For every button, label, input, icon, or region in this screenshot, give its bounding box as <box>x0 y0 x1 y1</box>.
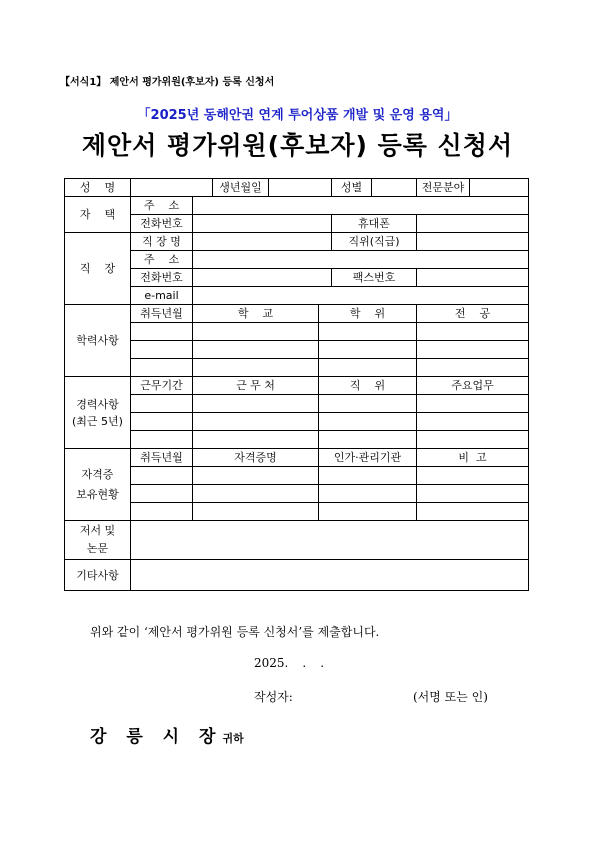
career-cell[interactable] <box>193 413 319 431</box>
career-label: 경력사항 <box>76 397 119 411</box>
papers-label-2: 논문 <box>86 542 109 555</box>
license-cell[interactable] <box>131 503 193 521</box>
field-input[interactable] <box>470 179 529 197</box>
submission-date <box>254 656 324 670</box>
career-header-position: 직 위 <box>319 377 417 395</box>
work-position-input[interactable] <box>417 233 529 251</box>
home-phone-input[interactable] <box>193 215 332 233</box>
career-cell[interactable] <box>193 395 319 413</box>
submission-statement: 위와 같이 ‘제안서 평가위원 등록 신청서’를 제출합니다. <box>90 625 380 639</box>
work-address-input[interactable] <box>193 251 529 269</box>
license-header-note: 비 고 <box>417 449 529 467</box>
education-cell[interactable] <box>319 341 417 359</box>
work-name-input[interactable] <box>193 233 332 251</box>
home-phone-label: 전화번호 <box>131 215 193 233</box>
sign-note: (서명 또는 인) <box>413 690 488 704</box>
date-day-dot: . <box>320 656 325 670</box>
education-header-school: 학 교 <box>193 305 319 323</box>
license-cell[interactable] <box>193 485 319 503</box>
home-section-label: 자 택 <box>65 197 131 233</box>
career-cell[interactable] <box>417 413 529 431</box>
license-cell[interactable] <box>193 503 319 521</box>
other-input[interactable] <box>131 560 529 591</box>
education-section-label: 학력사항 <box>65 305 131 377</box>
career-cell[interactable] <box>417 431 529 449</box>
form-number: 【서식1】 제안서 평가위원(후보자) 등록 신청서 <box>60 77 275 88</box>
birth-label: 생년월일 <box>213 179 269 197</box>
application-form-table <box>64 178 529 591</box>
name-input[interactable] <box>131 179 213 197</box>
email-label: e-mail <box>131 287 193 305</box>
home-address-input[interactable] <box>193 197 529 215</box>
education-cell[interactable] <box>417 341 529 359</box>
work-address-label: 주 소 <box>131 251 193 269</box>
education-header-degree: 학 위 <box>319 305 417 323</box>
field-label: 전문분야 <box>417 179 470 197</box>
education-cell[interactable] <box>131 359 193 377</box>
email-input[interactable] <box>193 287 529 305</box>
gender-input[interactable] <box>372 179 417 197</box>
career-header-period: 근무기간 <box>131 377 193 395</box>
license-cell[interactable] <box>319 485 417 503</box>
career-cell[interactable] <box>319 395 417 413</box>
career-header-duty: 주요업무 <box>417 377 529 395</box>
addressee <box>90 722 244 747</box>
work-name-label: 직 장 명 <box>131 233 193 251</box>
license-header-agency: 인가·관리기관 <box>319 449 417 467</box>
license-cell[interactable] <box>319 467 417 485</box>
writer-label: 작성자: <box>254 690 293 704</box>
education-header-major: 전 공 <box>417 305 529 323</box>
license-cell[interactable] <box>131 467 193 485</box>
career-cell[interactable] <box>131 395 193 413</box>
papers-label-1: 저서 및 <box>79 524 116 537</box>
license-cell[interactable] <box>131 485 193 503</box>
education-cell[interactable] <box>417 359 529 377</box>
birth-input[interactable] <box>269 179 332 197</box>
license-section-label <box>65 449 131 521</box>
license-cell[interactable] <box>417 503 529 521</box>
addressee-name: 강 릉 시 장 <box>90 727 223 747</box>
mobile-label: 휴대폰 <box>332 215 417 233</box>
work-position-label: 직위(직급) <box>332 233 417 251</box>
other-label: 기타사항 <box>65 560 131 591</box>
addressee-suffix: 귀하 <box>222 732 244 745</box>
career-sub-label: (최근 5년) <box>72 414 123 428</box>
license-cell[interactable] <box>417 467 529 485</box>
career-cell[interactable] <box>131 413 193 431</box>
papers-input[interactable] <box>131 521 529 560</box>
license-header-date: 취득년월 <box>131 449 193 467</box>
work-phone-input[interactable] <box>193 269 332 287</box>
career-cell[interactable] <box>319 431 417 449</box>
license-header-name: 자격증명 <box>193 449 319 467</box>
fax-label: 팩스번호 <box>332 269 417 287</box>
education-header-date: 취득년월 <box>131 305 193 323</box>
date-month-dot: . <box>302 656 307 670</box>
license-label-2: 보유현황 <box>76 487 119 501</box>
education-cell[interactable] <box>417 323 529 341</box>
license-cell[interactable] <box>319 503 417 521</box>
fax-input[interactable] <box>417 269 529 287</box>
gender-label: 성별 <box>332 179 372 197</box>
education-cell[interactable] <box>319 359 417 377</box>
education-cell[interactable] <box>131 323 193 341</box>
date-year: 2025. <box>254 656 289 670</box>
work-section-label: 직 장 <box>65 233 131 305</box>
career-section-label <box>65 377 131 449</box>
page-title: 제안서 평가위원(후보자) 등록 신청서 <box>81 131 514 160</box>
education-cell[interactable] <box>193 341 319 359</box>
education-cell[interactable] <box>193 323 319 341</box>
career-cell[interactable] <box>131 431 193 449</box>
license-cell[interactable] <box>193 467 319 485</box>
home-address-label: 주 소 <box>131 197 193 215</box>
mobile-input[interactable] <box>417 215 529 233</box>
career-cell[interactable] <box>417 395 529 413</box>
career-header-workplace: 근 무 처 <box>193 377 319 395</box>
education-cell[interactable] <box>319 323 417 341</box>
education-cell[interactable] <box>131 341 193 359</box>
license-cell[interactable] <box>417 485 529 503</box>
name-label: 성 명 <box>65 179 131 197</box>
career-cell[interactable] <box>193 431 319 449</box>
project-subtitle: 「2025년 동해안권 연계 투어상품 개발 및 운영 용역」 <box>137 108 458 123</box>
papers-label <box>65 521 131 560</box>
work-phone-label: 전화번호 <box>131 269 193 287</box>
career-cell[interactable] <box>319 413 417 431</box>
education-cell[interactable] <box>193 359 319 377</box>
license-label-1: 자격증 <box>81 467 114 481</box>
